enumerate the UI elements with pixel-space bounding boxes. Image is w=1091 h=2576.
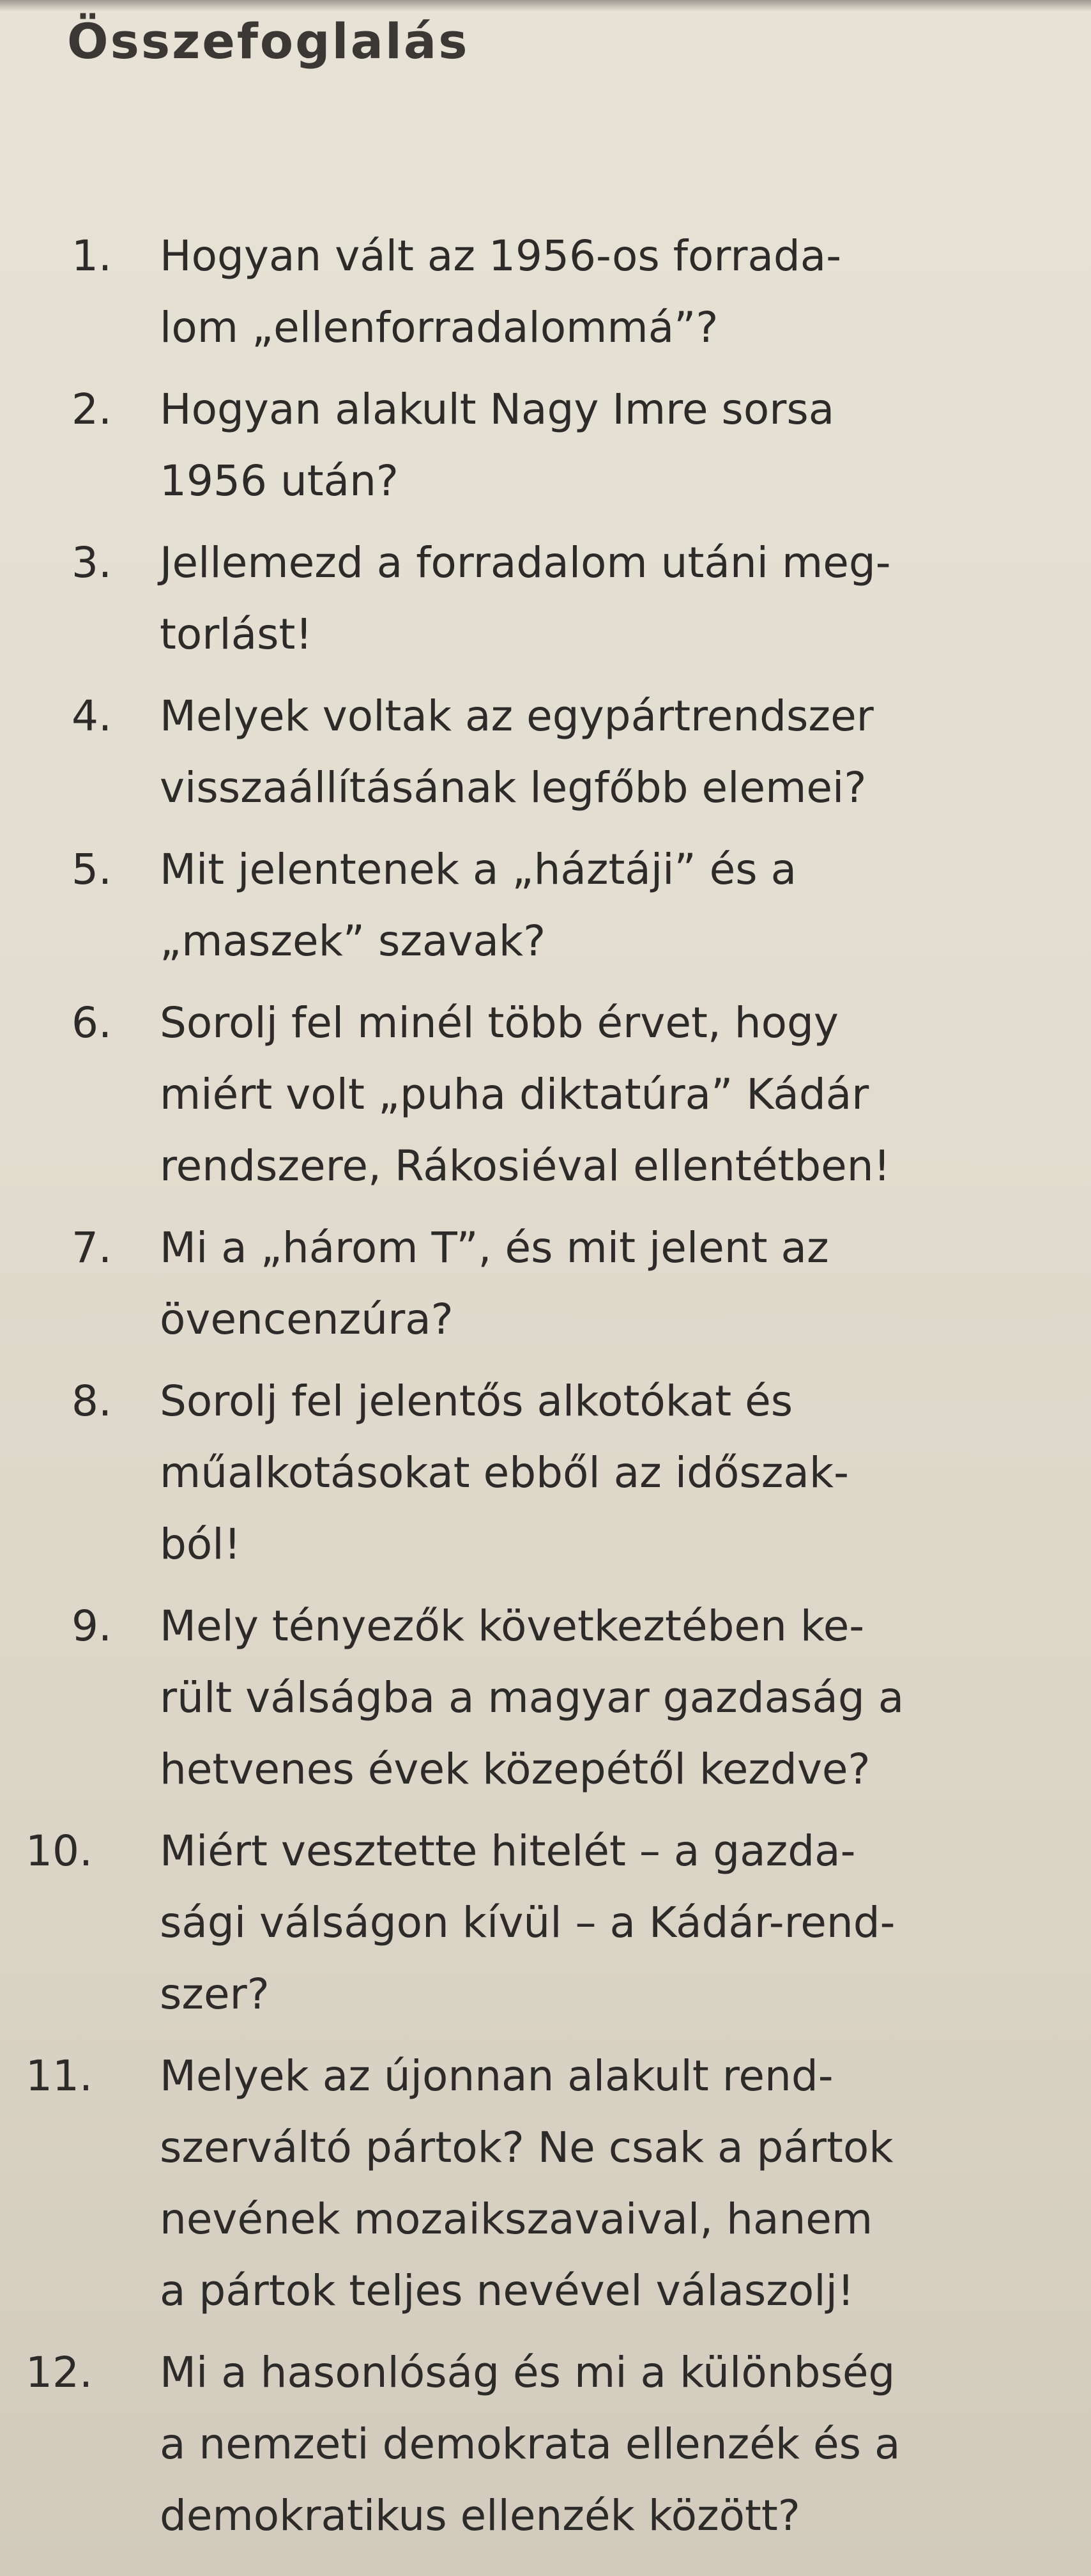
question-text: Sorolj fel minél több érvet, hogy miért volt „puha diktatúra” Kádár rendszere, Rákosiéval ellentétben! [160,998,891,1191]
question-item [0,220,1091,364]
question-text: Hogyan alakult Nagy Imre sorsa 1956 után? [160,385,835,505]
question-item [0,2040,1091,2327]
question-text: Mit jelentenek a „háztáji” és a „maszek” szavak? [160,845,797,966]
question-number: 10. [26,1826,93,1876]
question-item [0,681,1091,824]
question-text: Mi a hasonlóság és mi a különbség a nemzeti demokrata ellenzék és a demokratikus ellenzék között? [160,2348,901,2540]
question-number: 8. [72,1377,112,1426]
question-number: 7. [72,1223,112,1272]
question-text: Mi a „három T”, és mit jelent az övencenzúra? [160,1223,829,1344]
question-number: 1. [72,231,112,281]
question-text: Jellemezd a forradalom utáni meg- torlást! [160,538,891,659]
question-text: Melyek voltak az egypártrendszer visszaállításának legfőbb elemei? [160,691,874,812]
question-text: Melyek az újonnan alakult rend- szerváltó pártok? Ne csak a pártok nevének mozaikszavaival, hanem a pártok teljes nevével válaszolj! [160,2051,894,2315]
question-item [0,1816,1091,2030]
question-item [0,1591,1091,1805]
question-item [0,1212,1091,1355]
question-list [0,220,1091,2562]
question-text: Hogyan vált az 1956-os forrada- lom „ellenforradalommá”? [160,231,842,352]
section-title: Összefoglalás [67,13,469,70]
question-text: Sorolj fel jelentős alkotókat és műalkotásokat ebből az időszak- ból! [160,1377,849,1569]
question-text: Mely tényezők következtében ke- rült válságba a magyar gazdaság a hetvenes évek közepétől kezdve? [160,1601,904,1794]
question-text: Miért vesztette hitelét – a gazda- sági válságon kívül – a Kádár-rend- szer? [160,1826,896,2019]
question-number: 3. [72,538,112,587]
question-number: 12. [26,2348,93,2397]
question-item [0,834,1091,977]
question-number: 4. [72,691,112,741]
question-item [0,987,1091,1202]
question-item [0,527,1091,670]
question-item [0,1366,1091,1580]
question-number: 6. [72,998,112,1047]
page-top-edge [0,0,1091,12]
question-number: 5. [72,845,112,894]
question-number: 2. [72,385,112,434]
question-item [0,374,1091,517]
question-item [0,2337,1091,2552]
question-number: 9. [72,1601,112,1651]
question-number: 11. [26,2051,93,2101]
